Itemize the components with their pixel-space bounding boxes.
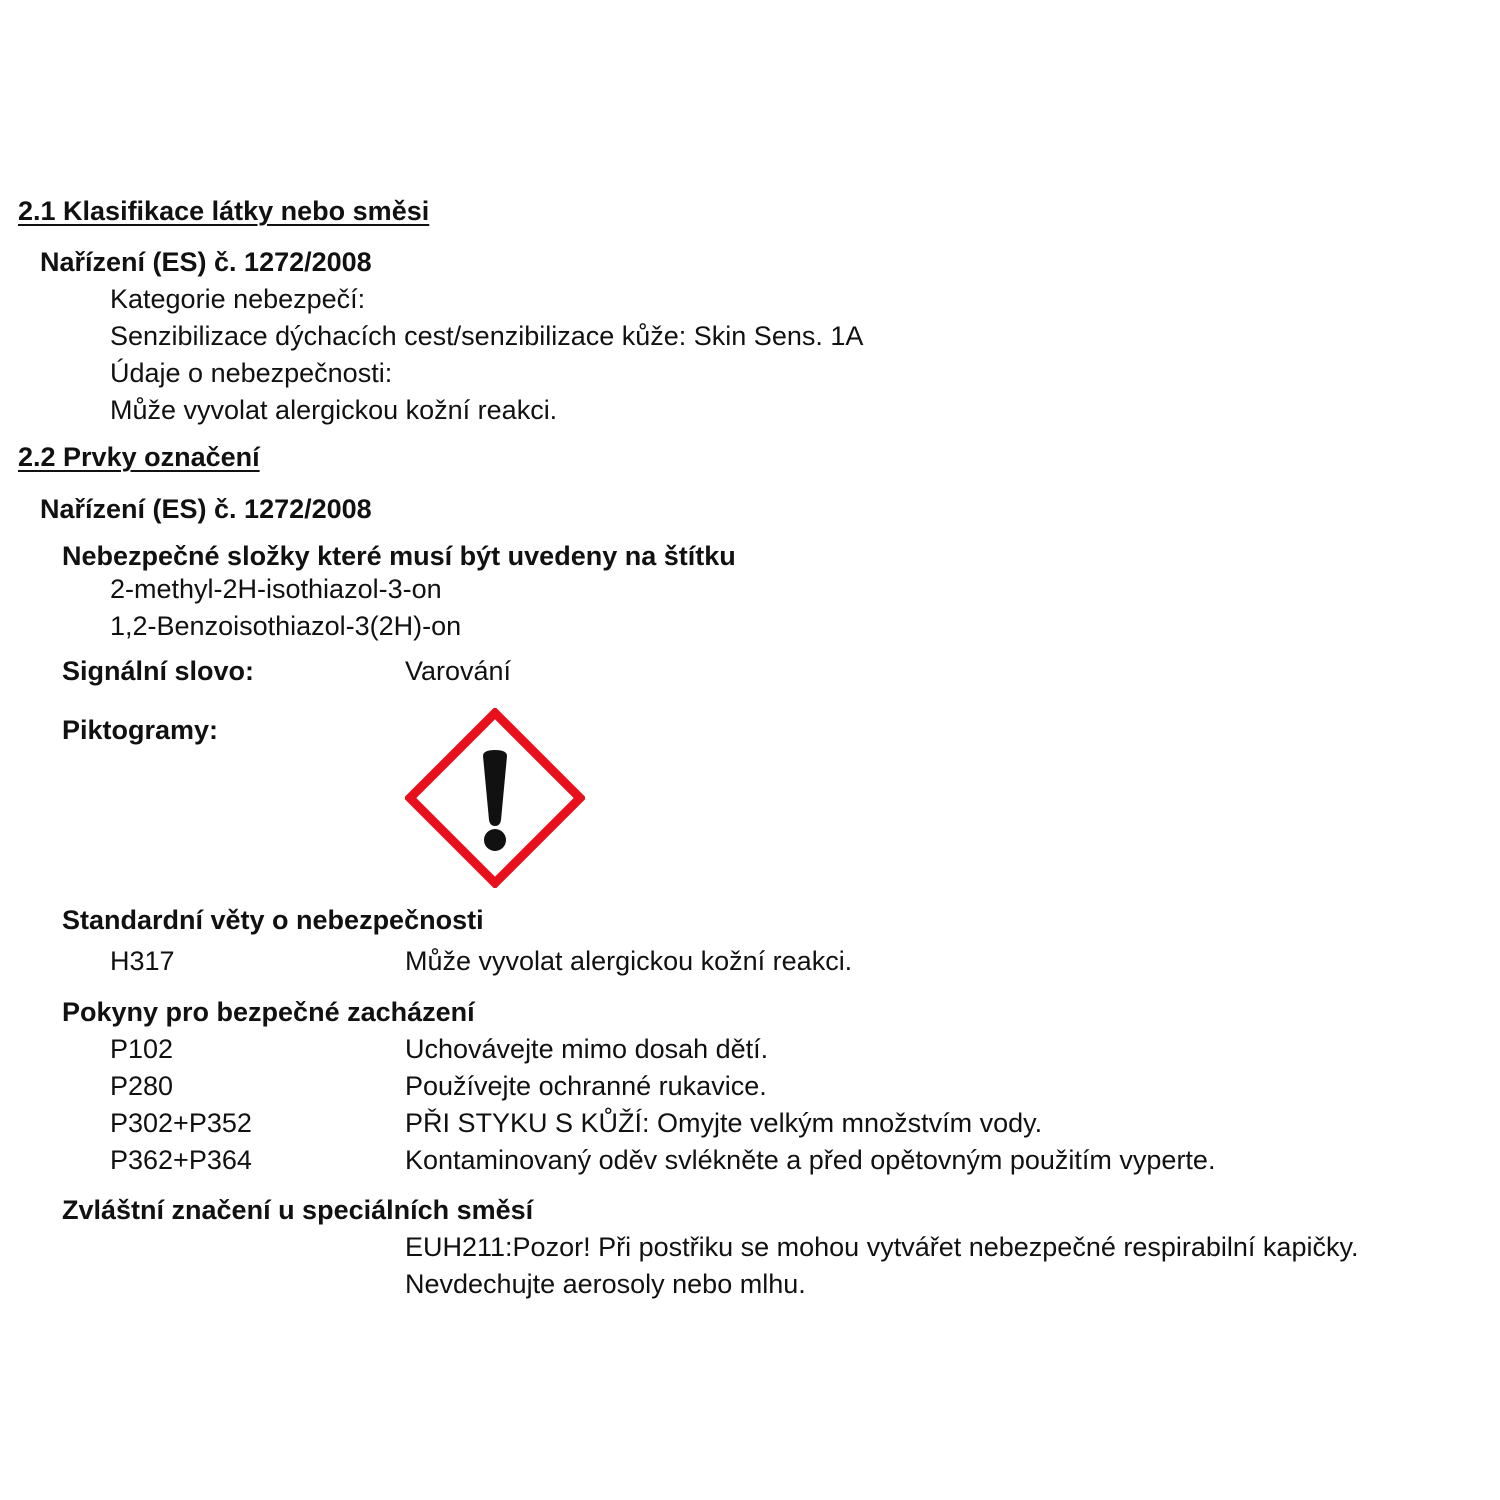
section-2-1-heading: 2.1 Klasifikace látky nebo směsi	[18, 196, 430, 226]
hazard-info-label: Údaje o nebezpečnosti:	[110, 358, 393, 388]
hazard-info-value: Může vyvolat alergickou kožní reakci.	[110, 395, 558, 425]
precaution-code: P362+P364	[110, 1145, 252, 1175]
signal-word-value: Varování	[405, 656, 512, 686]
precaution-code: P280	[110, 1071, 174, 1101]
section-2-2-heading: 2.2 Prvky označení	[18, 442, 260, 472]
precaution-code: P102	[110, 1034, 174, 1064]
special-labelling-line: EUH211:Pozor! Při postřiku se mohou vytvářet nebezpečné respirabilní kapičky.	[405, 1232, 1359, 1262]
precautionary-heading: Pokyny pro bezpečné zacházení	[62, 997, 475, 1027]
components-heading: Nebezpečné složky které musí být uvedeny na štítku	[62, 541, 736, 571]
special-labelling-line: Nevdechujte aerosoly nebo mlhu.	[405, 1269, 806, 1299]
hazard-text: Může vyvolat alergickou kožní reakci.	[405, 946, 853, 976]
hazard-category-label: Kategorie nebezpečí:	[110, 284, 366, 314]
hazard-code: H317	[110, 946, 175, 976]
precaution-text: Uchovávejte mimo dosah dětí.	[405, 1034, 769, 1064]
section-2-1-regulation: Nařízení (ES) č. 1272/2008	[40, 247, 372, 277]
signal-word-label: Signální slovo:	[62, 656, 255, 686]
hazard-category-value: Senzibilizace dýchacích cest/senzibilizace kůže: Skin Sens. 1A	[110, 321, 864, 351]
precaution-text: Kontaminovaný oděv svlékněte a před opětovným použitím vyperte.	[405, 1145, 1216, 1175]
section-2-2-regulation: Nařízení (ES) č. 1272/2008	[40, 494, 372, 524]
precaution-text: Používejte ochranné rukavice.	[405, 1071, 767, 1101]
hazard-statements-heading: Standardní věty o nebezpečnosti	[62, 905, 484, 935]
special-labelling-heading: Zvláštní značení u speciálních směsí	[62, 1195, 534, 1225]
precaution-text: PŘI STYKU S KŮŽÍ: Omyjte velkým množstvím vody.	[405, 1108, 1043, 1138]
pictograms-label: Piktogramy:	[62, 715, 219, 745]
precaution-code: P302+P352	[110, 1108, 252, 1138]
component-item: 1,2-Benzoisothiazol-3(2H)-on	[110, 611, 462, 641]
ghs07-exclamation-mark-icon	[405, 708, 585, 888]
component-item: 2-methyl-2H-isothiazol-3-on	[110, 574, 442, 604]
